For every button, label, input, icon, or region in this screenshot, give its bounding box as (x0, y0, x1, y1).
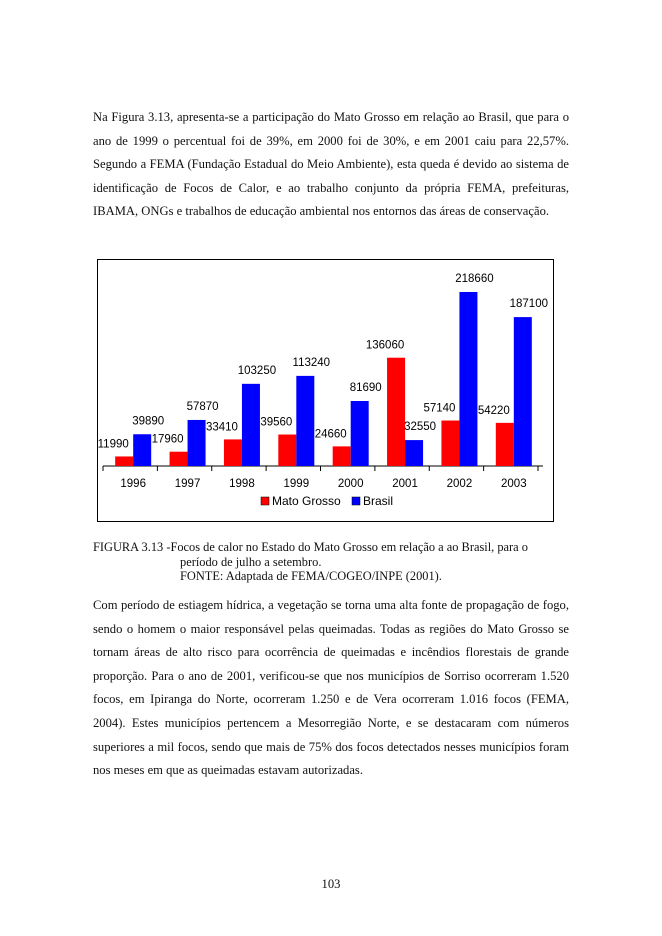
bar-chart (98, 260, 553, 521)
bar-mato-grosso (441, 421, 459, 466)
figure-caption (93, 540, 573, 584)
caption-line-2: período de julho a setembro. (180, 554, 322, 569)
data-label-brasil: 187100 (509, 298, 548, 311)
bar-mato-grosso (496, 423, 514, 466)
data-label-mato-grosso: 57140 (423, 402, 456, 415)
data-label-brasil: 39890 (132, 415, 165, 428)
x-tick-label: 1998 (229, 478, 255, 490)
bar-brasil (188, 420, 206, 466)
bar-brasil (351, 401, 369, 466)
page-number: 103 (321, 877, 341, 891)
data-label-mato-grosso: 33410 (205, 421, 238, 434)
x-tick-label: 2002 (446, 478, 473, 490)
x-tick-label: 2000 (337, 478, 364, 490)
data-label-mato-grosso: 136060 (365, 339, 405, 352)
bar-mato-grosso (387, 358, 405, 466)
data-label-brasil: 103250 (237, 364, 277, 377)
data-label-mato-grosso: 11990 (98, 438, 129, 451)
bar-brasil (514, 317, 532, 466)
bar-brasil (405, 440, 423, 466)
legend-swatch (352, 497, 360, 505)
bar-mato-grosso (224, 439, 242, 466)
data-label-brasil: 218660 (455, 272, 494, 285)
data-label-brasil: 32550 (404, 421, 437, 434)
data-label-brasil: 113240 (292, 356, 331, 369)
legend-swatch (261, 497, 269, 505)
bar-brasil (296, 376, 314, 466)
caption-source: FONTE: Adaptada de FEMA/COGEO/INPE (2001). (180, 569, 442, 583)
bar-brasil (133, 434, 151, 466)
legend-label: Brasil (363, 494, 394, 508)
data-label-mato-grosso: 17960 (151, 433, 184, 446)
bar-mato-grosso (115, 456, 133, 466)
caption-label: FIGURA 3.13 - (93, 540, 171, 554)
data-label-brasil: 81690 (349, 381, 382, 394)
data-label-mato-grosso: 54220 (477, 404, 510, 417)
data-label-brasil: 57870 (186, 400, 219, 413)
x-tick-label: 1999 (283, 478, 310, 490)
chart-frame (97, 259, 554, 522)
paragraph-body: Com período de estiagem hídrica, a vegetação se torna uma alta fonte de propagação de fogo, sendo o homem o maior responsável pelas queimadas. Todas as regiões do Mato Grosso se tornam áreas de alto risco para ocorrência de queimadas e incêndios florestais de grande proporção. Para o ano de 2001, verificou-se que nos municípios de Sorriso ocorreram 1.520 focos, em Ipiranga do Norte, ocorreram 1.250 e de Vera ocorreram 1.016 focos (FEMA, 2004). Estes municípios pertencem a Mesorregião Norte, e se destacaram com números superiores a mil focos, sendo que mais de 75% dos focos detectados nesses municípios foram nos meses em que as queimadas estavam autorizadas. (93, 598, 569, 778)
bar-mato-grosso (333, 446, 351, 466)
x-tick-label: 1996 (120, 478, 146, 490)
x-tick-label: 2003 (501, 478, 527, 490)
legend-label: Mato Grosso (272, 494, 341, 508)
bar-brasil (242, 384, 260, 466)
bar-mato-grosso (170, 452, 188, 466)
bar-brasil (459, 292, 477, 466)
paragraph-intro: Na Figura 3.13, apresenta-se a participação do Mato Grosso em relação ao Brasil, que para o ano de 1999 o percentual foi de 39%, em 2000 foi de 30%, e em 2001 caiu para 22,57%. Segundo a FEMA (Fundação Estadual do Meio Ambiente), esta queda é devido ao sistema de identificação de Focos de Calor, e ao trabalho conjunto da própria FEMA, prefeituras, IBAMA, ONGs e trabalhos de educação ambiental nos entornos das áreas de conservação. (93, 110, 569, 219)
data-label-mato-grosso: 39560 (260, 416, 293, 429)
x-tick-label: 2001 (392, 478, 418, 490)
caption-line-1: Focos de calor no Estado do Mato Grosso em relação a ao Brasil, para o (170, 540, 528, 554)
x-tick-label: 1997 (174, 478, 201, 490)
bar-mato-grosso (278, 435, 296, 466)
data-label-mato-grosso: 24660 (314, 428, 347, 441)
